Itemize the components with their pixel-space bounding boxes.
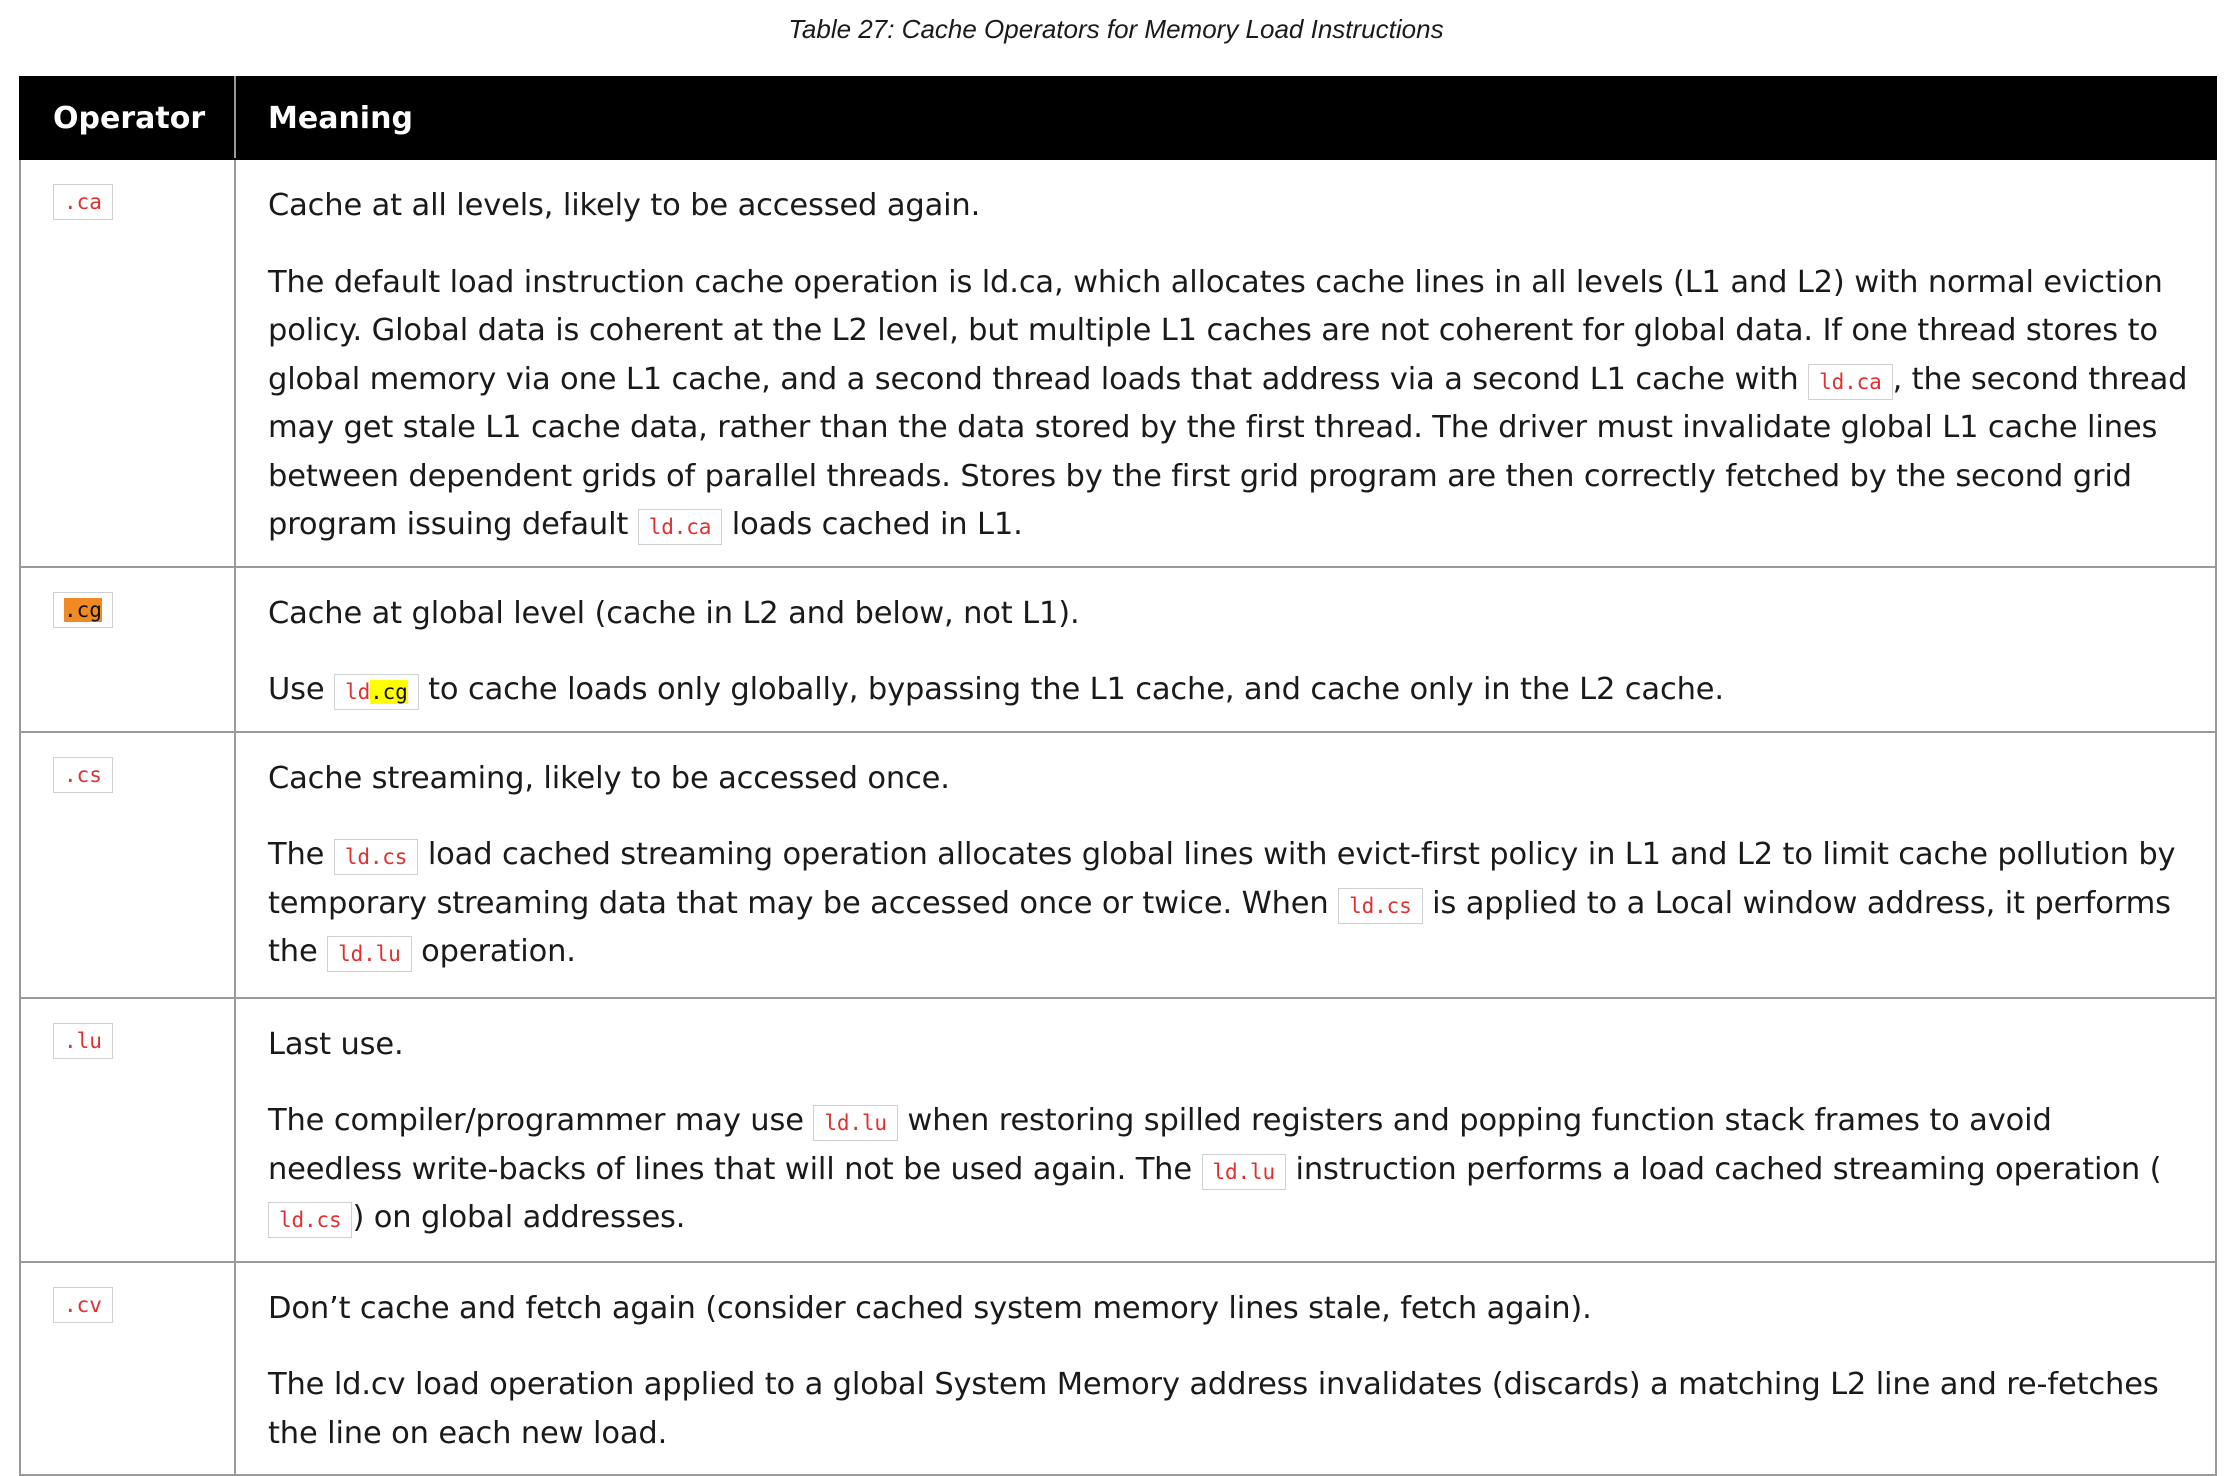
meaning-cell [235,1262,2216,1476]
detail-text: loads cached in L1. [722,507,1023,542]
detail-text: load cached streaming operation allocates global lines with evict-first policy in L1 and L2 to limit cache pollution by temporary streaming data that may be accessed once or twice. When [268,837,2176,921]
table-row [20,732,2216,998]
detail-text: when restoring spilled registers and popping function stack frames to avoid needless write-backs of lines that will not be used again. The [268,1103,2052,1187]
header-meaning: Meaning [235,77,2216,159]
inline-code [334,674,418,710]
operator-code: .ca [53,184,113,220]
detail-text: instruction performs a load cached streaming operation ( [1286,1151,2162,1187]
operator-code [53,592,113,628]
operator-cell [20,732,235,998]
inline-code: ld.cs [1338,888,1422,924]
detail-text: ) on global addresses. [352,1200,686,1235]
table-row [20,998,2216,1262]
inline-code: ld.lu [813,1105,897,1141]
table-row [20,159,2216,567]
meaning-detail [268,666,2195,715]
meaning-detail [268,1097,2195,1243]
detail-text: The ld.cv load operation applied to a global System Memory address invalidates (discards) a matching L2 line and re-fetches the line on each new load. [268,1367,2159,1451]
header-operator: Operator [20,77,235,159]
operator-code: .cs [53,757,113,793]
table-row [20,567,2216,732]
meaning-summary: Don’t cache and fetch again (consider cached system memory lines stale, fetch again). [268,1290,1592,1326]
inline-code: ld.cs [268,1202,352,1238]
operator-code: .cv [53,1287,113,1323]
inline-code-highlight: .cg [370,680,408,704]
detail-text: Use [268,672,335,707]
detail-text: The default load instruction cache operation is ld.ca, which allocates cache lines in all levels (L1 and L2) with normal eviction policy. Global data is coherent at the L2 level, but multiple L1 caches are not coherent for global data. If one thread stores to global memory via one L1 cache, and a second thread loads that address via a second L1 cache with [268,264,2163,397]
meaning-cell [235,998,2216,1262]
inline-code: ld.cs [334,839,418,875]
detail-text: operation. [411,934,576,969]
meaning-detail [268,1361,2195,1458]
detail-text: to cache loads only globally, bypassing the L1 cache, and cache only in the L2 cache. [418,672,1724,707]
detail-text: , the second thread may get stale L1 cache data, rather than the data stored by the first thread. The driver must invalidate global L1 cache lines between dependent grids of parallel threads. Stores by the first grid program are then correctly fetched by the second grid program issuing default [268,361,2188,542]
meaning-cell [235,732,2216,998]
inline-code: ld.lu [1202,1154,1286,1190]
meaning-summary: Cache streaming, likely to be accessed once. [268,760,950,796]
detail-text: The [268,837,334,872]
meaning-summary: Last use. [268,1026,404,1062]
inline-code: ld.lu [327,936,411,972]
operator-cell [20,567,235,732]
table-row [20,1262,2216,1476]
meaning-detail [268,831,2195,977]
meaning-summary: Cache at global level (cache in L2 and below, not L1). [268,595,1080,631]
operator-highlight: .cg [64,597,102,622]
operator-cell [20,998,235,1262]
inline-code: ld.ca [1808,364,1892,400]
inline-code: ld.ca [638,509,722,545]
meaning-cell [235,567,2216,732]
meaning-cell [235,159,2216,567]
cache-operators-table [19,76,2217,1476]
inline-code-prefix: ld [345,680,371,704]
table-caption: Table 27: Cache Operators for Memory Load Instructions [788,14,1444,44]
operator-cell [20,1262,235,1476]
table-header-row [20,77,2216,159]
detail-text: is applied to a Local window address, it performs the [268,885,2171,969]
meaning-detail [268,259,2195,550]
operator-code: .lu [53,1023,113,1059]
meaning-summary: Cache at all levels, likely to be accessed again. [268,188,981,223]
operator-cell [20,159,235,567]
detail-text: The compiler/programmer may use [268,1103,814,1138]
